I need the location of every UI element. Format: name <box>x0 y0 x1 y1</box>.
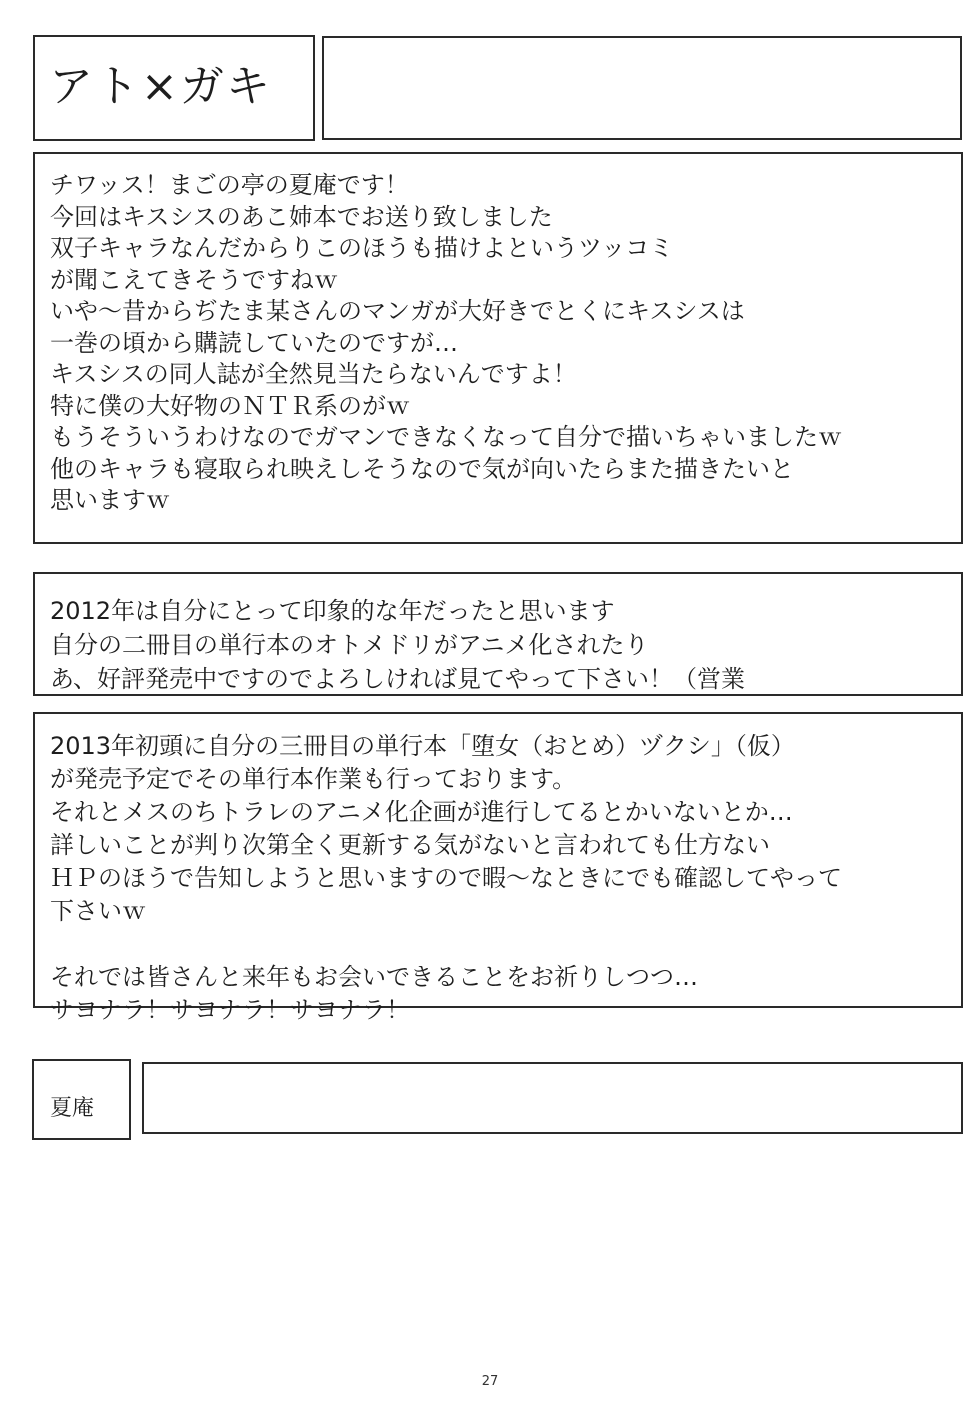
text-line: 特に僕の大好物のＮＴＲ系のがｗ <box>50 391 410 420</box>
page-title: アト×ガキ <box>49 61 272 112</box>
text-line: 詳しいことが判り次第全く更新する気がないと言われても仕方ない <box>50 831 770 859</box>
text-line: 他のキャラも寝取られ映えしそうなので気が向いたらまた描きたいと <box>50 454 794 483</box>
afterword-section-1 <box>33 152 963 544</box>
afterword-section-2 <box>33 572 963 696</box>
text-line: キスシスの同人誌が全然見当たらないんですよ！ <box>50 360 577 388</box>
text-line: チワッス！まごの亭の夏庵です！ <box>50 171 409 199</box>
text-line: ＨＰのほうで告知しようと思いますので暇～なときにでも確認してやって <box>50 864 842 892</box>
text-line: 今回はキスシスのあこ姉本でお送り致しました <box>50 202 553 231</box>
author-box <box>32 1059 131 1140</box>
text-line: それとメスのちトラレのアニメ化企画が進行してるとかいないとか… <box>50 798 793 826</box>
text-line: 双子キャラなんだからりこのほうも描けよというツッコミ <box>50 234 674 262</box>
text-line: いや～昔からぢたま某さんのマンガが大好きでとくにキスシスは <box>50 297 745 325</box>
text-line: サヨナラ！サヨナラ！サヨナラ！ <box>50 996 410 1024</box>
blank-header-box <box>322 36 962 140</box>
text-line: 下さいｗ <box>50 897 146 925</box>
text-line: あ、好評発売中ですのでよろしければ見てやって下さい！（営業 <box>50 665 746 693</box>
afterword-section-3 <box>33 712 963 1024</box>
page-number: 27 <box>481 1374 499 1389</box>
title-box <box>33 35 315 141</box>
text-line: が発売予定でその単行本作業も行っております。 <box>50 765 577 793</box>
blank-footer-box <box>142 1062 963 1134</box>
text-line: もうそういうわけなのでガマンできなくなって自分で描いちゃいましたｗ <box>50 423 842 451</box>
text-line: が聞こえてきそうですねｗ <box>50 265 338 294</box>
text-line: 一巻の頃から購読していたのですが… <box>50 328 458 357</box>
author-name: 夏庵 <box>50 1096 95 1121</box>
text-line: 自分の二冊目の単行本のオトメドリがアニメ化されたり <box>50 631 649 659</box>
text-line: それでは皆さんと来年もお会いできることをお祈りしつつ… <box>50 963 698 991</box>
text-line: 2012年は自分にとって印象的な年だったと思います <box>50 597 615 625</box>
text-line: 2013年初頭に自分の三冊目の単行本「堕女（おとめ）ヅクシ」（仮） <box>50 732 795 760</box>
blank-line <box>50 928 961 961</box>
text-line: 思いますｗ <box>50 486 170 514</box>
